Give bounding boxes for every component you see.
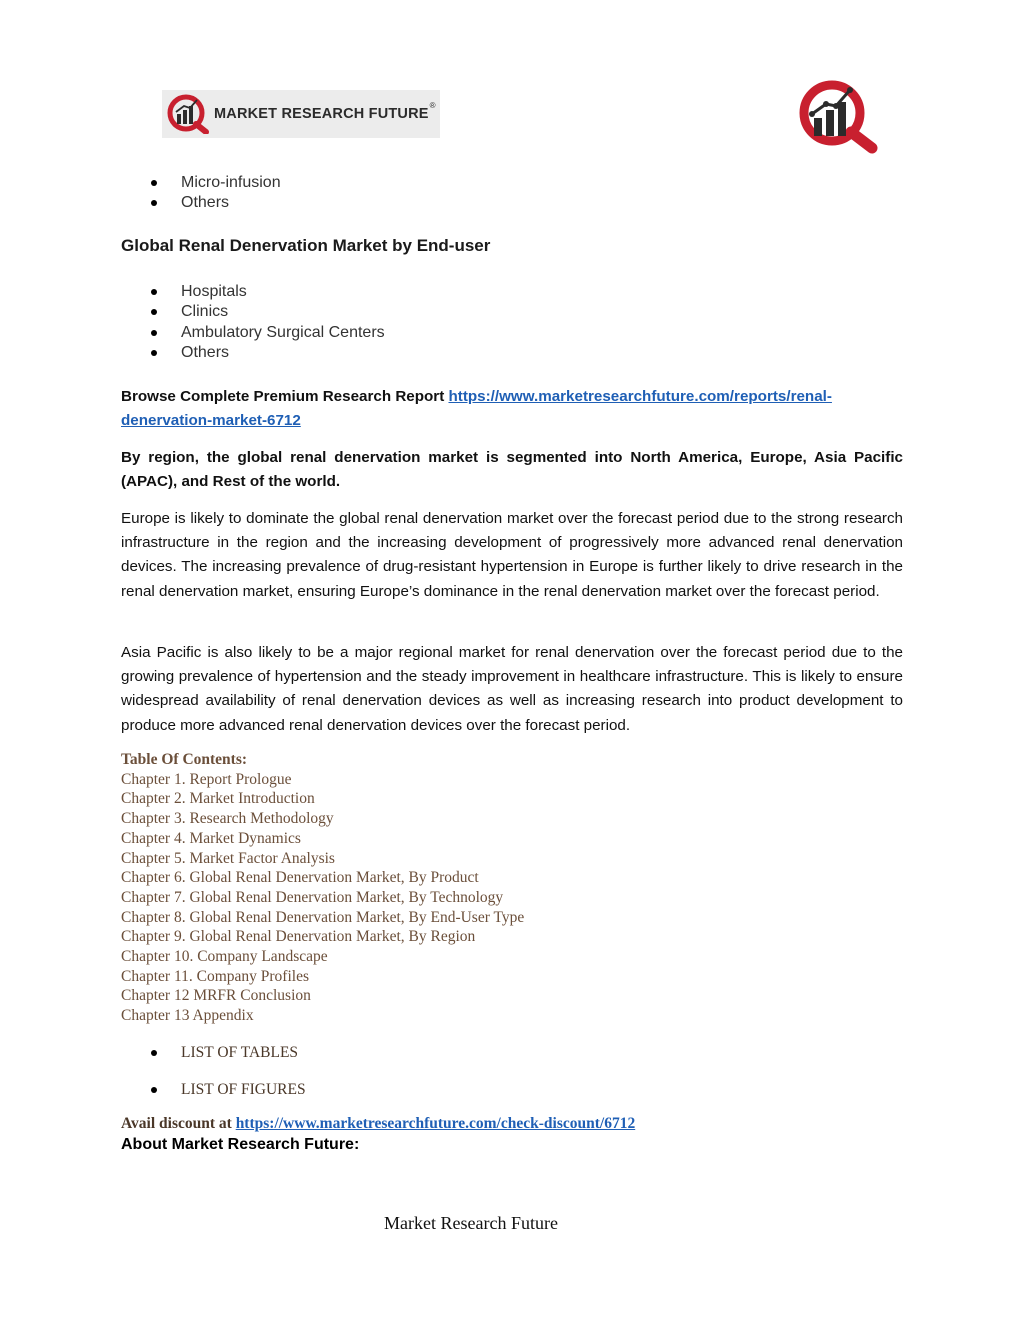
registered-mark: ® — [429, 100, 436, 110]
company-logo-wide — [162, 90, 440, 138]
toc-chapter: Chapter 3. Research Methodology — [121, 810, 334, 828]
list-item: Others — [121, 193, 281, 213]
end-user-heading: Global Renal Denervation Market by End-user — [121, 236, 491, 255]
europe-paragraph: Europe is likely to dominate the global renal denervation market over the forecast period due to the strong research infrastructure in the region and the increasing development of progressively more advanced renal denervation devices. The increasing prevalence of drug-resistant hypertension in Europe is further likely to drive research in the renal denervation market, ensuring Europe’s dominance in the renal denervation market over the forecast period. — [121, 510, 903, 600]
toc-chapter: Chapter 6. Global Renal Denervation Market, By Product — [121, 869, 479, 887]
list-item: Clinics — [121, 302, 385, 322]
logo-mark-icon — [166, 94, 210, 134]
browse-report-line — [121, 385, 903, 433]
discount-line — [121, 1115, 635, 1133]
table-of-contents — [121, 750, 524, 1026]
toc-chapter: Chapter 5. Market Factor Analysis — [121, 849, 335, 867]
discount-link[interactable]: https://www.marketresearchfuture.com/check-discount/6712 — [235, 1115, 636, 1132]
technology-list — [121, 173, 281, 214]
toc-chapter: Chapter 8. Global Renal Denervation Market, By End-User Type — [121, 908, 525, 926]
report-link[interactable]: https://www.marketresearchfuture.com/reports/renal- denervation-market-6712 — [121, 388, 832, 430]
toc-chapter: Chapter 9. Global Renal Denervation Market, By Region — [121, 928, 476, 946]
discount-label: Avail discount at — [121, 1115, 236, 1132]
end-user-list — [121, 282, 385, 364]
about-heading: About Market Research Future: — [121, 1136, 360, 1153]
toc-chapter: Chapter 10. Company Landscape — [121, 948, 328, 966]
list-item: Ambulatory Surgical Centers — [121, 323, 385, 343]
toc-chapter: Chapter 11. Company Profiles — [121, 967, 309, 985]
toc-chapter: Chapter 1. Report Prologue — [121, 770, 292, 788]
browse-label: Browse Complete Premium Research Report — [121, 388, 449, 405]
toc-chapter: Chapter 4. Market Dynamics — [121, 829, 301, 847]
toc-chapter: Chapter 12 MRFR Conclusion — [121, 987, 311, 1005]
apac-paragraph: Asia Pacific is also likely to be a major regional market for renal denervation over the forecast period due to the growing prevalence of hypertension and the steady improvement in healthcare infrastructure. This is likely to ensure widespread availability of renal denervation devices as well as increasing research into product development to produce more advanced renal denervation devices over the forecast period. — [121, 644, 903, 734]
toc-title: Table Of Contents: — [121, 751, 248, 768]
list-item: Others — [121, 343, 385, 363]
list-item: LIST OF FIGURES — [121, 1080, 306, 1100]
list-item: Hospitals — [121, 282, 385, 302]
toc-chapter: Chapter 7. Global Renal Denervation Market, By Technology — [121, 888, 504, 906]
list-item: Micro-infusion — [121, 173, 281, 193]
region-intro: By region, the global renal denervation market is segmented into North America, Europe, Asia Pacific (APAC), and Rest of the world. — [121, 449, 903, 491]
company-logo-icon — [796, 80, 882, 154]
page-footer: Market Research Future — [384, 1213, 558, 1233]
toc-chapter: Chapter 2. Market Introduction — [121, 790, 315, 808]
toc-chapter: Chapter 13 Appendix — [121, 1007, 254, 1025]
tables-figures-list — [121, 1043, 306, 1100]
logo-wordmark: MARKET RESEARCH FUTURE — [214, 106, 429, 122]
list-item: LIST OF TABLES — [121, 1043, 306, 1063]
